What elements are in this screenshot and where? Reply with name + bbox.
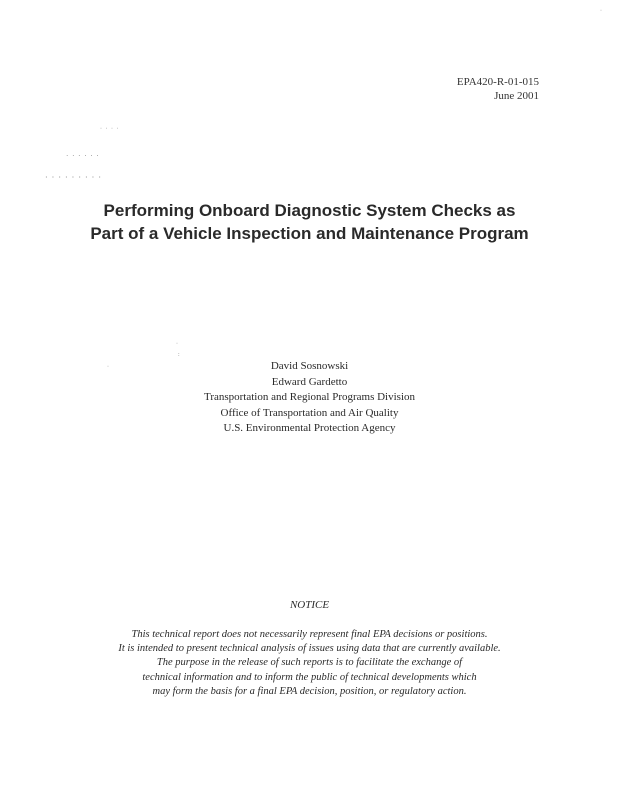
report-number: EPA420-R-01-015: [456, 76, 539, 88]
notice-heading: NOTICE: [289, 599, 330, 611]
notice-line: technical information and to inform the public of technical developments which: [142, 671, 477, 683]
notice-body: [0, 628, 619, 699]
notice-line: It is intended to present technical analysis of issues using data that are currently available.: [118, 643, 501, 655]
document-identifier: [457, 75, 539, 103]
report-title: [0, 199, 619, 245]
notice-line: may form the basis for a final EPA decision, position, or regulatory action.: [152, 685, 467, 697]
scan-noise: ·: [600, 8, 603, 14]
title-line-2: Part of a Vehicle Inspection and Maintenance Program: [90, 224, 529, 243]
agency-name: U.S. Environmental Protection Agency: [223, 422, 396, 434]
notice-line: The purpose in the release of such reports is to facilitate the exchange of: [156, 657, 463, 669]
title-line-1: Performing Onboard Diagnostic System Checks as: [103, 201, 516, 220]
notice-line: This technical report does not necessarily represent final EPA decisions or positions.: [131, 629, 488, 640]
division-name: Transportation and Regional Programs Division: [203, 391, 416, 403]
scan-noise: ·: [176, 341, 179, 347]
author-name: Edward Gardetto: [271, 375, 348, 388]
scan-noise: · · · · · · · · ·: [45, 173, 102, 182]
office-name: Office of Transportation and Air Quality: [220, 406, 399, 419]
scan-noise: · · · · · ·: [66, 152, 100, 160]
scan-noise: · · · ·: [100, 126, 120, 132]
author-block: [0, 359, 619, 437]
scan-noise: ·: [107, 364, 110, 370]
report-date: June 2001: [494, 90, 539, 102]
author-name: David Sosnowski: [270, 360, 349, 372]
scan-noise: :: [178, 352, 181, 358]
